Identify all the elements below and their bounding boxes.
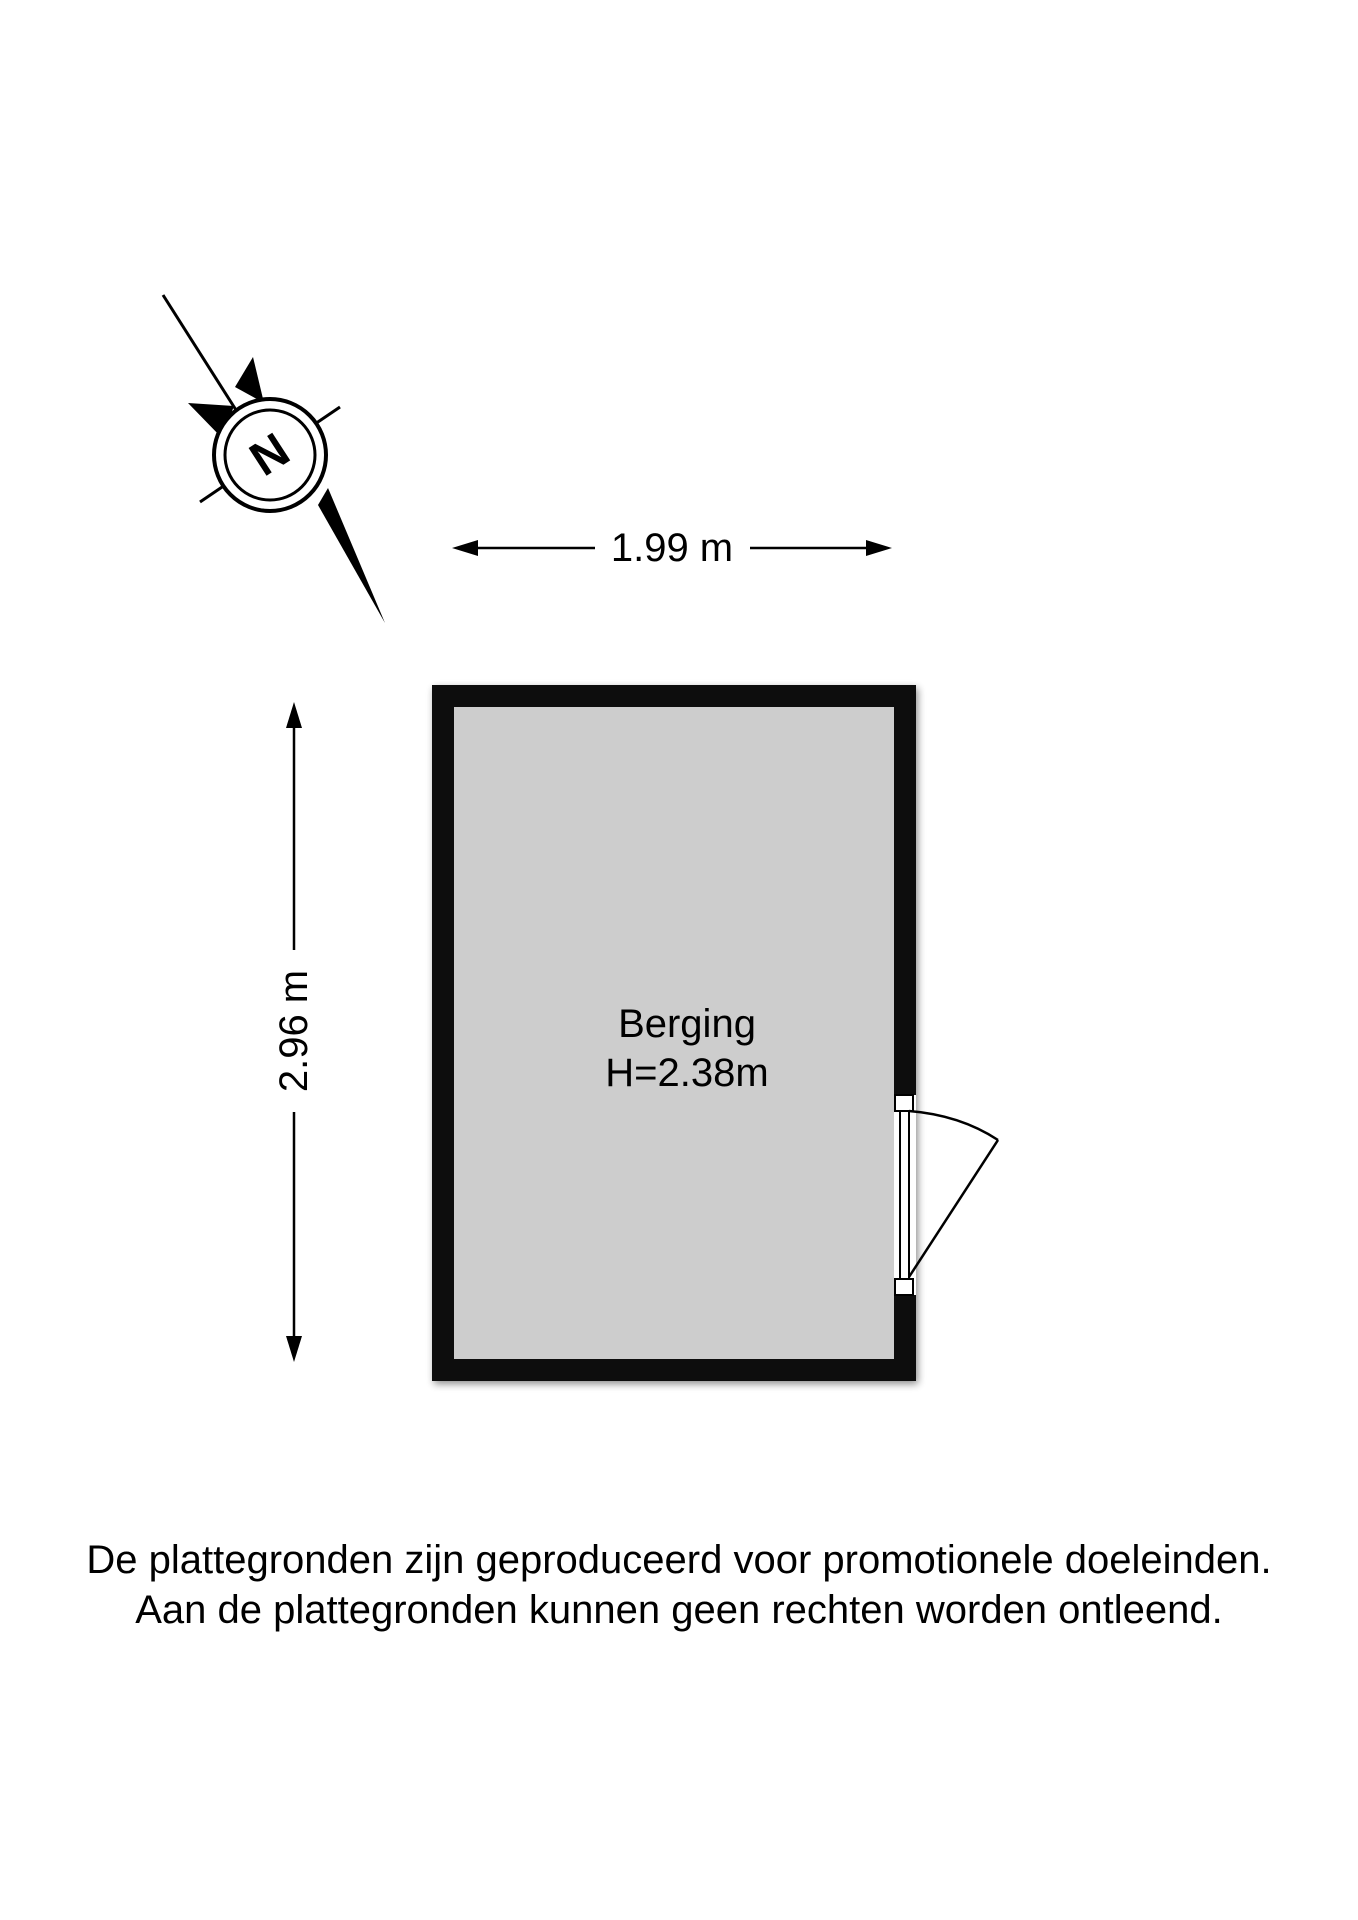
compass-letter: N xyxy=(241,423,299,487)
room-name: Berging xyxy=(618,1002,756,1046)
width-dimension xyxy=(452,526,892,570)
door-swing-arc xyxy=(909,1111,998,1140)
door-jamb-bottom xyxy=(895,1279,913,1295)
disclaimer-line-1: De plattegronden zijn geproduceerd voor promotionele doeleinden. xyxy=(86,1538,1272,1582)
arrow-left-icon xyxy=(452,540,478,556)
compass-south-needle xyxy=(318,488,385,623)
room-berging xyxy=(432,685,998,1381)
arrow-up-icon xyxy=(286,702,302,728)
room-height: H=2.38m xyxy=(605,1051,769,1095)
disclaimer xyxy=(0,1535,1358,1635)
compass-north-line xyxy=(163,295,236,410)
depth-dimension xyxy=(272,702,316,1362)
arrow-down-icon xyxy=(286,1336,302,1362)
door-jamb-top xyxy=(895,1095,913,1111)
disclaimer-line-2: Aan de plattegronden kunnen geen rechten worden ontleend. xyxy=(135,1588,1223,1632)
compass xyxy=(163,295,385,623)
arrow-right-icon xyxy=(866,540,892,556)
depth-dimension-label: 2.96 m xyxy=(272,969,316,1093)
north-arrow-icon xyxy=(235,357,264,403)
door-frame xyxy=(900,1111,909,1279)
door-leaf xyxy=(909,1140,998,1277)
width-dimension-label: 1.99 m xyxy=(610,526,734,570)
